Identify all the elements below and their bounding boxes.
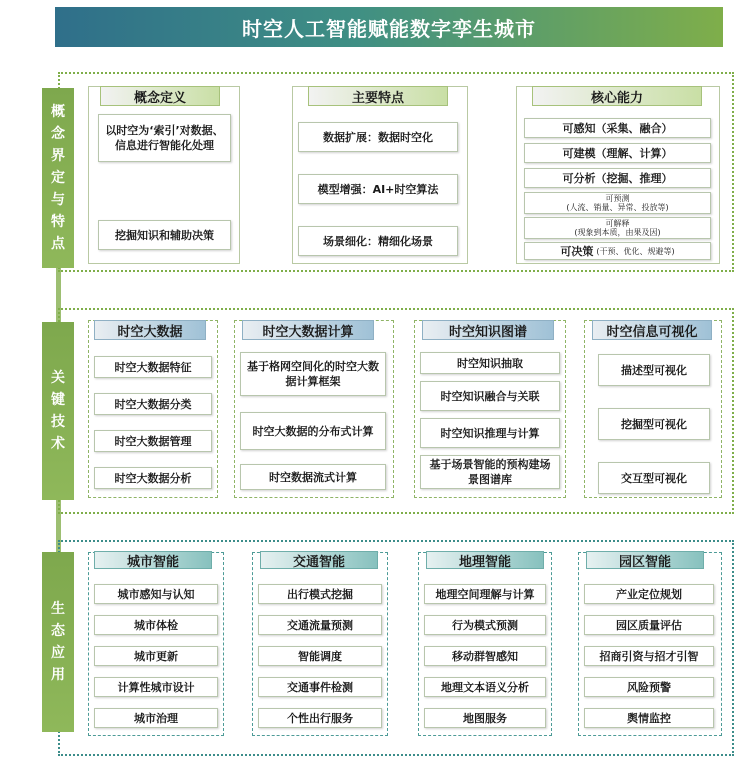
capability-sub: (干预、优化、规避等) xyxy=(596,246,675,256)
capability-item: 可分析（挖掘、推理） xyxy=(524,168,711,188)
section-tab-tech xyxy=(42,322,74,500)
tech-item: 时空大数据管理 xyxy=(94,430,212,452)
capability-item: 可感知（采集、融合） xyxy=(524,118,711,138)
app-item: 智能调度 xyxy=(258,646,382,666)
tech-item: 基于场景智能的预构建场景图谱库 xyxy=(420,455,560,489)
section-label: 生态应用 xyxy=(51,601,65,683)
app-item: 地理文本语义分析 xyxy=(424,677,546,697)
capability-main: 可预测 xyxy=(605,194,630,203)
app-item: 移动群智感知 xyxy=(424,646,546,666)
tech-item: 描述型可视化 xyxy=(598,354,710,386)
app-item: 交通流量预测 xyxy=(258,615,382,635)
capability-main: 可决策 xyxy=(560,244,594,258)
tech-header: 时空知识图谱 xyxy=(422,320,554,340)
tech-item: 时空知识融合与关联 xyxy=(420,381,560,411)
tech-item: 挖掘型可视化 xyxy=(598,408,710,440)
capabilities-header: 核心能力 xyxy=(532,86,702,106)
feature-item: 模型增强：AI+时空算法 xyxy=(298,174,458,204)
tech-item: 时空大数据分析 xyxy=(94,467,212,489)
feature-item: 场景细化：精细化场景 xyxy=(298,226,458,256)
app-item: 舆情监控 xyxy=(584,708,714,728)
features-header: 主要特点 xyxy=(308,86,448,106)
tech-item: 交互型可视化 xyxy=(598,462,710,494)
app-item: 风险预警 xyxy=(584,677,714,697)
capability-item xyxy=(524,192,711,214)
section-label: 关键技术 xyxy=(51,370,65,452)
app-header: 园区智能 xyxy=(586,551,704,569)
tech-header: 时空大数据计算 xyxy=(242,320,374,340)
app-header: 地理智能 xyxy=(426,551,544,569)
app-item: 城市体检 xyxy=(94,615,218,635)
app-item: 行为模式预测 xyxy=(424,615,546,635)
tech-item: 基于格网空间化的时空大数据计算框架 xyxy=(240,352,386,396)
capability-item: 可建模（理解、计算） xyxy=(524,143,711,163)
app-item: 个性出行服务 xyxy=(258,708,382,728)
capability-sub: (人流、销量、异常、投放等) xyxy=(566,203,669,212)
app-item: 地图服务 xyxy=(424,708,546,728)
app-header: 交通智能 xyxy=(260,551,378,569)
app-item: 产业定位规划 xyxy=(584,584,714,604)
capability-item xyxy=(524,242,711,260)
app-item: 城市感知与认知 xyxy=(94,584,218,604)
tech-item: 时空知识推理与计算 xyxy=(420,418,560,448)
tech-item: 时空大数据的分布式计算 xyxy=(240,412,386,450)
page-title: 时空人工智能赋能数字孪生城市 xyxy=(55,7,723,47)
tech-item: 时空大数据分类 xyxy=(94,393,212,415)
app-item: 计算性城市设计 xyxy=(94,677,218,697)
definition-header: 概念定义 xyxy=(100,86,220,106)
feature-item: 数据扩展：数据时空化 xyxy=(298,122,458,152)
app-header: 城市智能 xyxy=(94,551,212,569)
app-item: 出行模式挖掘 xyxy=(258,584,382,604)
tech-item: 时空大数据特征 xyxy=(94,356,212,378)
tech-header: 时空大数据 xyxy=(94,320,206,340)
tech-item: 时空数据流式计算 xyxy=(240,464,386,490)
app-item: 交通事件检测 xyxy=(258,677,382,697)
section-tab-concept xyxy=(42,88,74,268)
app-item: 园区质量评估 xyxy=(584,615,714,635)
tech-header: 时空信息可视化 xyxy=(592,320,712,340)
section-label: 概念界定与特点 xyxy=(51,104,65,252)
capability-sub: (现象到本质，由果及因) xyxy=(574,228,661,237)
app-item: 城市更新 xyxy=(94,646,218,666)
capability-item xyxy=(524,217,711,239)
section-tab-apps xyxy=(42,552,74,732)
app-item: 地理空间理解与计算 xyxy=(424,584,546,604)
capability-main: 可解释 xyxy=(605,219,630,228)
app-item: 招商引资与招才引智 xyxy=(584,646,714,666)
definition-item: 挖掘知识和辅助决策 xyxy=(98,220,231,250)
tech-item: 时空知识抽取 xyxy=(420,352,560,374)
app-item: 城市治理 xyxy=(94,708,218,728)
definition-item: 以时空为‘索引’对数据、信息进行智能化处理 xyxy=(98,114,231,162)
